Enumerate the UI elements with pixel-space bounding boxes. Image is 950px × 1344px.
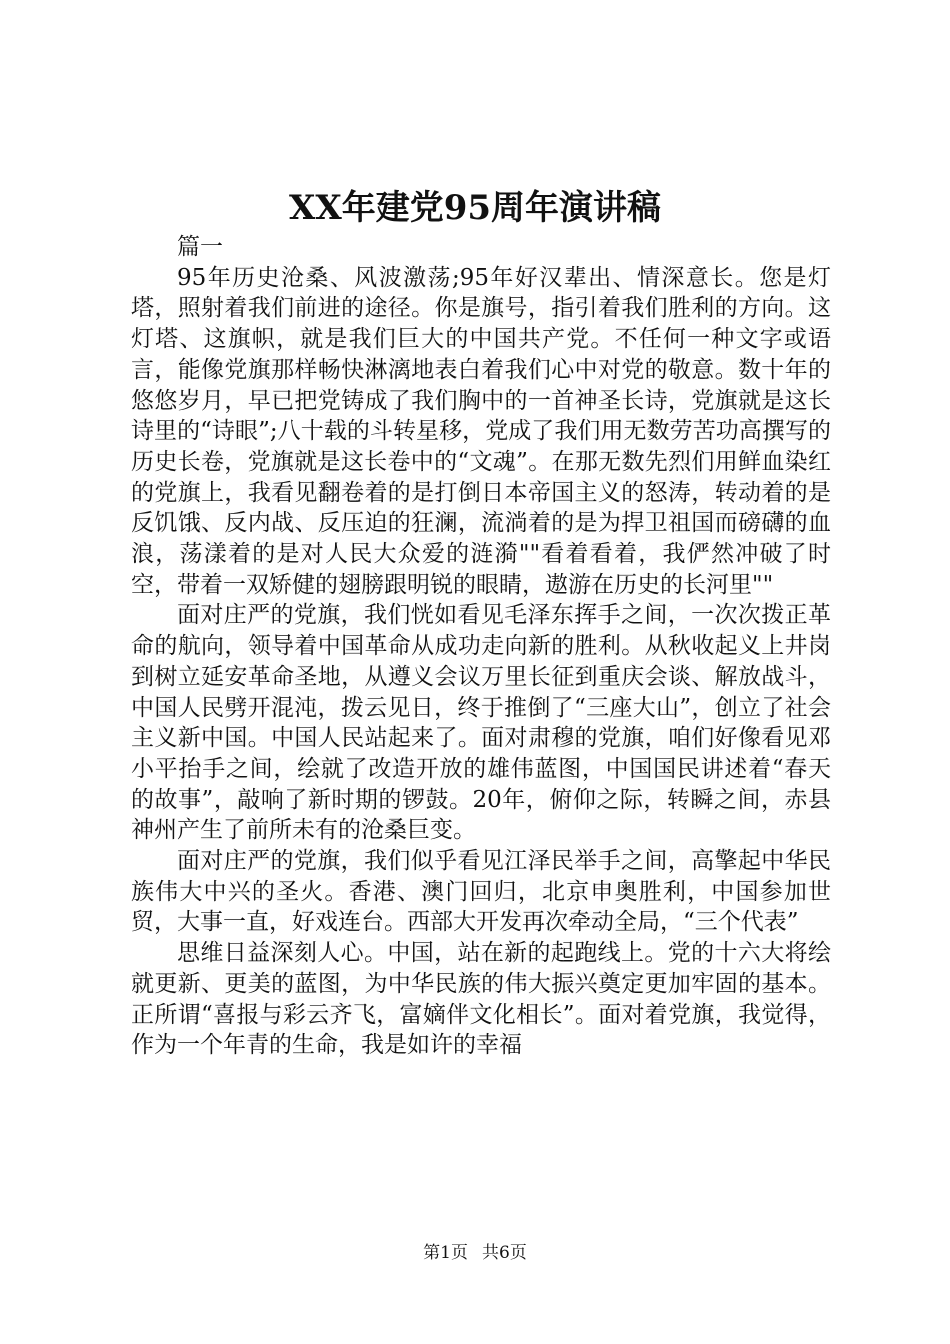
paragraph-3: 面对庄严的党旗，我们似乎看见江泽民举手之间，高擎起中华民族伟大中兴的圣火。香港、澳门回归，北京申奥胜利，中国参加世贸，大事一直，好戏连台。西部大开发再次牵动全局，“三个代表”	[131, 848, 831, 936]
paragraph-1: 95年历史沧桑、风波激荡;95年好汉辈出、情深意长。您是灯塔，照射着我们前进的途径。你是旗号，指引着我们胜利的方向。这灯塔、这旗帜，就是我们巨大的中国共产党。不任何一种文字或语言，能像党旗那样畅快淋漓地表白着我们心中对党的敬意。数十年的悠悠岁月，早已把党铸成了我们胸中的一首神圣长诗，党旗就是这长诗里的“诗眼”;八十载的斗转星移，党成了我们用无数劳苦功高撰写的历史长卷，党旗就是这长卷中的“文魂”。在那无数先烈们用鲜血染红的党旗上，我看见翻卷着的是打倒日本帝国主义的怒涛，转动着的是反饥饿、反内战、反压迫的狂澜，流淌着的是为捍卫祖国而磅礴的血浪，荡漾着的是对人民大众爱的涟漪""看着看着，我俨然冲破了时空，带着一双矫健的翅膀跟明锐的眼睛，遨游在历史的长河里""	[131, 264, 831, 598]
page-footer	[0, 1240, 950, 1266]
page-number: 第1页	[423, 1243, 468, 1263]
section-label: 篇一	[177, 234, 223, 260]
document-body	[131, 232, 831, 1061]
document-title: XX年建党95周年演讲稿	[288, 188, 662, 228]
paragraph-2: 面对庄严的党旗，我们恍如看见毛泽东挥手之间，一次次拨正革命的航向，领导着中国革命从成功走向新的胜利。从秋收起义上井岗到树立延安革命圣地，从遵义会议万里长征到重庆会谈、解放战斗，中国人民劈开混沌，拨云见日，终于推倒了“三座大山”，创立了社会主义新中国。中国人民站起来了。面对肃穆的党旗，咱们好像看见邓小平抬手之间，绘就了改造开放的雄伟蓝图，中国国民讲述着“春天的故事”，敲响了新时期的锣鼓。20年，俯仰之际，转瞬之间，赤县神州产生了前所未有的沧桑巨变。	[131, 602, 831, 844]
page-total: 共6页	[482, 1243, 527, 1263]
paragraph-4: 思维日益深刻人心。中国，站在新的起跑线上。党的十六大将绘就更新、更美的蓝图，为中华民族的伟大振兴奠定更加牢固的基本。正所谓“喜报与彩云齐飞，富嫡伴文化相长”。面对着党旗，我觉得，作为一个年青的生命，我是如许的幸福	[131, 940, 831, 1059]
